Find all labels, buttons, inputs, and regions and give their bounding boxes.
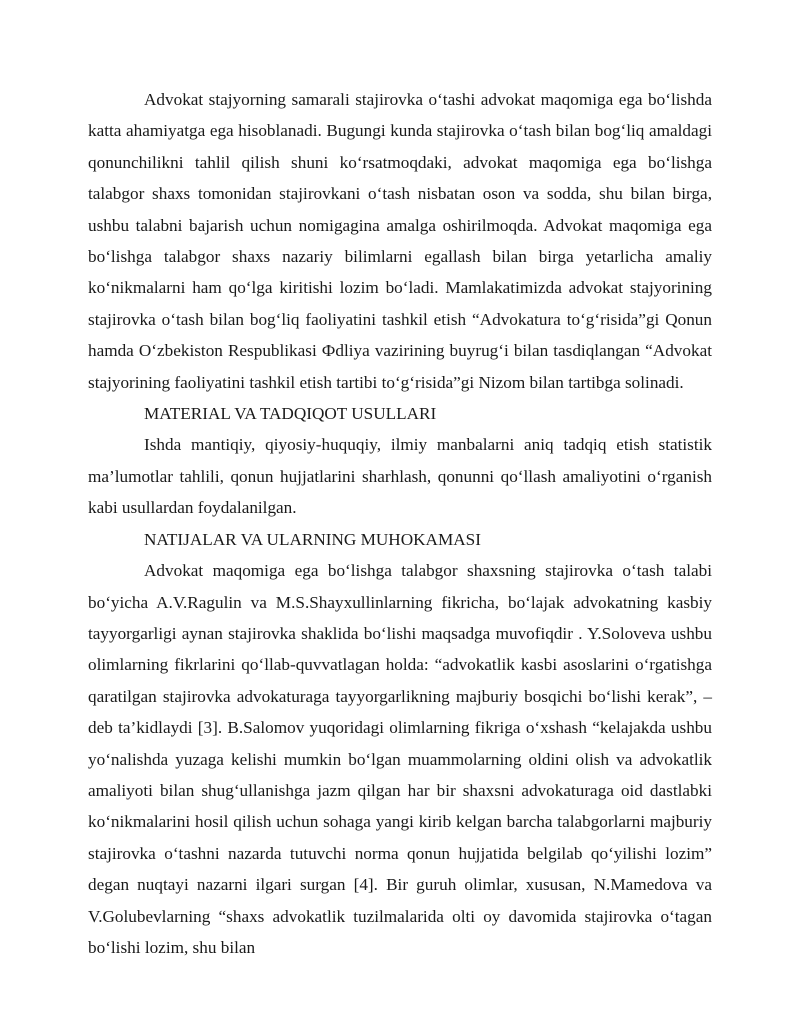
section-heading-results: NATIJALAR VA ULARNING MUHOKAMASI	[144, 529, 481, 549]
paragraph-results: Advokat maqomiga ega bo‘lishga talabgor shaxsning stajirovka o‘tash talabi bo‘yicha A.V.Ragulin va M.S.Shayxullinlarning fikricha, bo‘lajak advokatning kasbiy tayyorgarligi aynan stajirovka shaklida bo‘lishi maqsadga muvofiqdir . Y.Soloveva ushbu olimlarning fikrlarini qo‘llab-quvvatlagan holda: “advokatlik kasbi asoslarini o‘rgatishga qaratilgan stajirovka advokaturaga tayyorgarlikning majburiy bosqichi bo‘lishi kerak”, – deb ta’kidlaydi [3]. B.Salomov yuqoridagi olimlarning fikriga o‘xshash “kelajakda ushbu yo‘nalishda yuzaga kelishi mumkin bo‘lgan muammolarning oldini olish va advokatlik amaliyoti bilan shug‘ullanishga jazm qilgan har bir shaxsni advokaturaga oid dastlabki ko‘nikmalarini hosil qilish uchun sohaga yangi kirib kelgan barcha talabgorlarni majburiy stajirovka o‘tashni nazarda tutuvchi norma qonun hujjatida belgilab qo‘yilishi lozim” degan nuqtayi nazarni ilgari surgan [4]. Bir guruh olimlar, xususan, N.Mamedova va V.Golubevlarning “shaxs advokatlik tuzilmalarida olti oy davomida stajirovka o‘tagan bo‘lishi lozim, shu bilan	[88, 561, 712, 957]
paragraph-intro: Advokat stajyorning samarali stajirovka o‘tashi advokat maqomiga ega bo‘lishda katta ahamiyatga ega hisoblanadi. Bugungi kunda stajirovka o‘tash bilan bog‘liq amaldagi qonunchilikni tahlil qilish shuni ko‘rsatmoqdaki, advokat maqomiga ega bo‘lishga talabgor shaxs tomonidan stajirovkani o‘tash nisbatan oson va sodda, shu bilan birga, ushbu talabni bajarish uchun nomigagina amalga oshirilmoqda. Advokat maqomiga ega bo‘lishga talabgor shaxs nazariy bilimlarni egallash bilan birga yetarlicha amaliy ko‘nikmalarni ham qo‘lga kiritishi lozim bo‘ladi. Mamlakatimizda advokat stajyorining stajirovka o‘tash bilan bog‘liq faoliyatini tashkil etish “Advokatura to‘g‘risida”gi Qonun hamda O‘zbekiston Respublikasi Фdliya vazirining buyrug‘i bilan tasdiqlangan “Advokat stajyorining faoliyatini tashkil etish tartibi to‘g‘risida”gi Nizom bilan tartibga solinadi.	[88, 90, 712, 392]
paragraph-methods: Ishda mantiqiy, qiyosiy-huquqiy, ilmiy manbalarni aniq tadqiq etish statistik ma’lumotlar tahlili, qonun hujjatlarini sharhlash, qonunni qo‘llash amaliyotini o‘rganish kabi usullardan foydalanilgan.	[88, 435, 712, 518]
section-heading-methods: MATERIAL VA TADQIQOT USULLARI	[144, 404, 437, 424]
